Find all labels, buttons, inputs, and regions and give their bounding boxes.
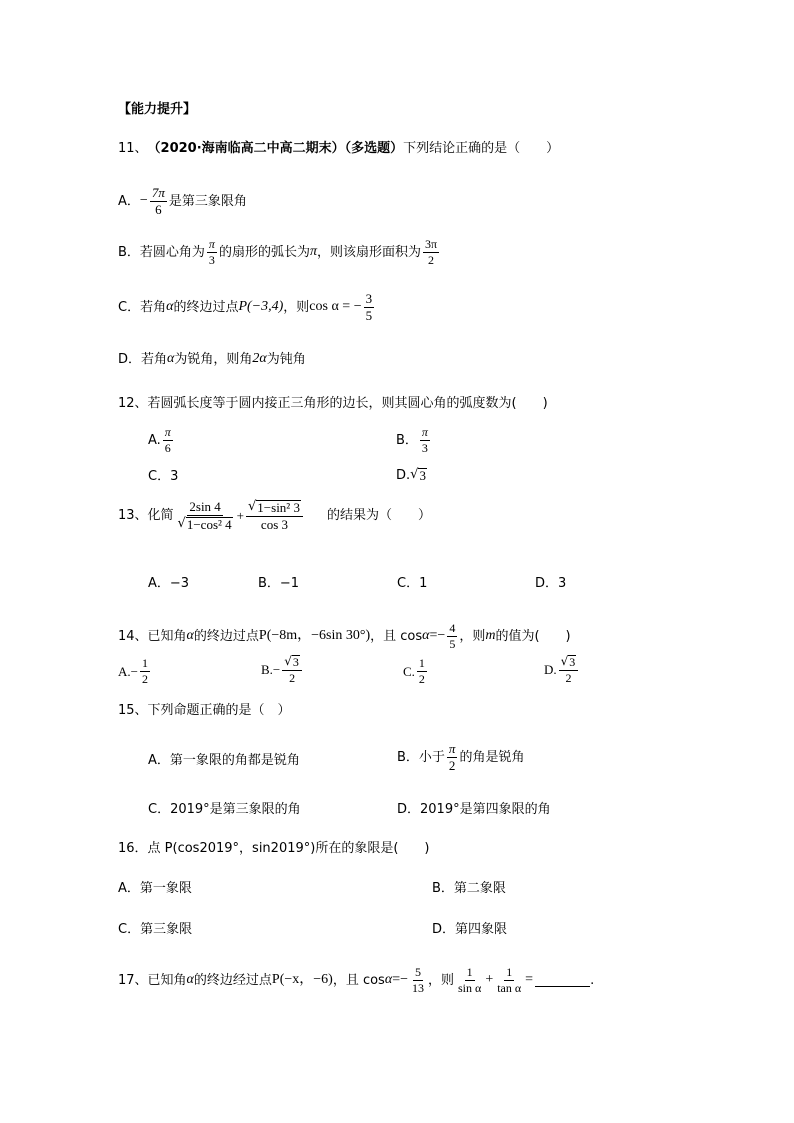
question-11-option-a: A． − $\frac{7\pi}{6}$ 是第三象限角 bbox=[118, 185, 247, 217]
question-15-option-c: C．2019°是第三象限的角 bbox=[148, 802, 301, 817]
fraction: $\frac{\pi}{6}$ bbox=[164, 425, 171, 455]
question-16-option-d: D．第四象限 bbox=[432, 922, 508, 937]
question-13-option-d: D．3 bbox=[535, 576, 567, 591]
question-14-option-d: D. √ 3 2 bbox=[544, 655, 580, 684]
fraction: $\frac{1}{\text{tan α}}$ bbox=[497, 965, 522, 995]
question-15-stem: 15、下列命题正确的是（ ） bbox=[118, 703, 291, 718]
fraction: √ 1−sin² 3 cos 3 bbox=[246, 500, 303, 531]
answer-blank[interactable] bbox=[535, 974, 590, 987]
question-12-option-d: D. √ 3 bbox=[396, 467, 426, 483]
fraction: $\frac{5}{13}$ bbox=[412, 965, 424, 995]
question-12-option-a: A. $\frac{\pi}{6}$ bbox=[148, 425, 171, 455]
question-16-option-b: B．第二象限 bbox=[432, 881, 506, 896]
question-14-option-c: C. $\frac{1}{2}$ bbox=[403, 656, 425, 686]
fraction: $\frac{\pi}{2}$ bbox=[448, 741, 456, 773]
question-15-option-a: A．第一象限的角都是锐角 bbox=[148, 753, 300, 768]
fraction: $\frac{\pi}{3}$ bbox=[421, 425, 428, 455]
question-12-option-c: C．3 bbox=[148, 469, 179, 484]
question-11-number: 11、 bbox=[118, 141, 148, 156]
question-11-option-b: B．若圆心角为 $\frac{\pi}{3}$ 的扇形的弧长为 π ，则该扇形面积为 $\frac{3\pi}{2}$ bbox=[118, 237, 438, 267]
question-12-option-b: B． $\frac{\pi}{3}$ bbox=[396, 425, 428, 455]
fraction: √ 3 2 bbox=[559, 655, 579, 684]
section-title: 【能力提升】 bbox=[118, 102, 197, 117]
question-11-text: 下列结论正确的是（ ） bbox=[403, 141, 560, 156]
question-15-option-b: B．小于 $\frac{\pi}{2}$ 的角是锐角 bbox=[397, 741, 525, 773]
fraction: $\frac{1}{\text{sin α}}$ bbox=[458, 965, 482, 995]
fraction: $\frac{7\pi}{6}$ bbox=[151, 185, 165, 217]
question-13-stem: 13、化简 2sin 4 √ 1−cos² 4 + √ 1−sin² 3 cos 3 的结果为（ ） bbox=[118, 499, 431, 532]
question-14-option-a: A.− $\frac{1}{2}$ bbox=[118, 656, 148, 686]
question-17-stem: 17、已知角 α 的终边经过点 P(−x，−6) ，且 cos α =− $\frac{5}{13}$ ，则 $\frac{1}{\text{sin α}}$ + $\frac{1}{\text{tan α}}$ = . bbox=[118, 965, 595, 995]
fraction: 2sin 4 √ 1−cos² 4 bbox=[177, 499, 232, 532]
question-13-option-a: A．−3 bbox=[148, 576, 190, 591]
fraction: $\frac{3\pi}{2}$ bbox=[424, 237, 438, 267]
question-13-option-b: B．−1 bbox=[258, 576, 300, 591]
question-14-option-b: B.− √ 3 2 bbox=[261, 655, 304, 684]
fraction: $\frac{\pi}{3}$ bbox=[208, 237, 215, 267]
fraction: $\frac{3}{5}$ bbox=[365, 291, 373, 323]
question-11-stem bbox=[118, 142, 559, 155]
fraction: $\frac{1}{2}$ bbox=[418, 656, 425, 686]
question-11-option-d: D．若角 α 为锐角，则角 2α 为钝角 bbox=[118, 351, 306, 367]
fraction: √ 3 2 bbox=[282, 655, 302, 684]
fraction: $\frac{4}{5}$ bbox=[449, 621, 456, 651]
fraction: $\frac{1}{2}$ bbox=[141, 656, 148, 686]
question-16-stem: 16．点 P(cos2019°，sin2019°)所在的象限是( ) bbox=[118, 841, 430, 856]
question-14-stem: 14、已知角 α 的终边过点 P(−8m，−6sin 30°) ，且 cos α =− $\frac{4}{5}$ ，则 m 的值为( ) bbox=[118, 621, 571, 651]
square-root: √ 3 bbox=[410, 467, 426, 483]
question-13-option-c: C．1 bbox=[397, 576, 428, 591]
question-15-option-d: D．2019°是第四象限的角 bbox=[397, 802, 551, 817]
question-12-stem: 12、若圆弧长度等于圆内接正三角形的边长，则其圆心角的弧度数为( ) bbox=[118, 396, 548, 411]
question-11-option-c: C．若角 α 的终边过点 P(−3,4) ，则 cos α = − $\frac{3}{5}$ bbox=[118, 291, 373, 323]
question-11-source: （2020·海南临高二中高二期末）（多选题） bbox=[147, 141, 404, 156]
question-16-option-c: C．第三象限 bbox=[118, 922, 193, 937]
question-16-option-a: A．第一象限 bbox=[118, 881, 192, 896]
